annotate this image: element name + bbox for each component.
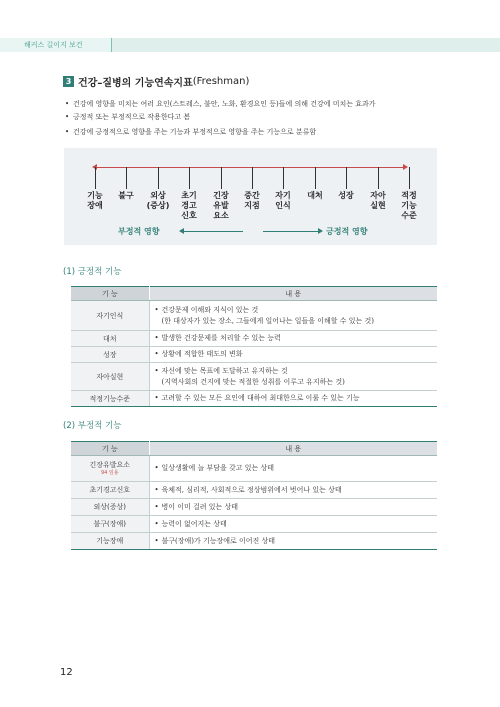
continuum-label: 적정 기능 수준 — [401, 191, 417, 220]
function-content — [149, 482, 437, 499]
positive-arrow-line — [263, 231, 320, 232]
function-content — [149, 331, 437, 347]
function-name: 외상(증상) — [71, 499, 149, 516]
content-line: • 일상생활에 늘 부담을 갖고 있는 상태 — [162, 463, 432, 474]
content-line: • 육체적, 심리적, 사회적으로 정상범위에서 벗어나 있는 상태 — [162, 485, 432, 496]
continuum-tick — [378, 167, 379, 189]
continuum-label: 기능 장애 — [87, 191, 103, 210]
continuum-label: 불구 — [118, 191, 134, 200]
function-content — [149, 456, 437, 482]
positive-table-title: (1) 긍정적 기능 — [63, 267, 122, 277]
negative-header-content: 내 용 — [149, 442, 437, 456]
section-number: 3 — [63, 76, 74, 87]
content-line: • 불구(장애)가 기능장애로 이어진 상태 — [162, 536, 432, 547]
continuum-tick — [252, 167, 253, 189]
function-content — [149, 363, 437, 391]
function-name: 자아실현 — [71, 363, 149, 391]
page-number: 12 — [60, 667, 73, 678]
table-row — [71, 499, 437, 516]
content-line: • 발생한 건강문제를 처리할 수 있는 능력 — [162, 333, 432, 344]
content-line: • 고려할 수 있는 모든 요인에 대하여 최대한으로 이룰 수 있는 기능 — [162, 393, 432, 404]
table-row — [71, 533, 437, 550]
table-row — [71, 331, 437, 347]
function-name: 성장 — [71, 347, 149, 363]
continuum-tick — [346, 167, 347, 189]
negative-arrow-line — [183, 231, 243, 232]
function-name: 대처 — [71, 331, 149, 347]
content-line: • 병이 이미 걸려 있는 상태 — [162, 502, 432, 513]
continuum-tick — [95, 167, 96, 189]
function-name: 초기경고신호 — [71, 482, 149, 499]
table-row — [71, 516, 437, 533]
table-row — [71, 456, 437, 482]
function-name: 불구(장애) — [71, 516, 149, 533]
continuum-tick — [315, 167, 316, 189]
negative-header-function: 기 능 — [71, 442, 149, 456]
table-row — [71, 301, 437, 331]
table-row — [71, 347, 437, 363]
positive-influence-label: 긍정적 영향 — [326, 227, 368, 236]
negative-function-table — [71, 441, 437, 550]
positive-header-function: 기 능 — [71, 287, 149, 301]
function-content — [149, 533, 437, 550]
exam-note: 94 임용 — [100, 470, 119, 476]
continuum-label: 자기 인식 — [275, 191, 291, 210]
table-row — [71, 482, 437, 499]
continuum-label: 초기 경고 신호 — [181, 191, 197, 220]
function-name: 적정기능수준 — [71, 391, 149, 407]
continuum-label: 자아 실현 — [370, 191, 386, 210]
continuum-label: 긴장 유발 요소 — [213, 191, 229, 220]
function-content — [149, 391, 437, 407]
continuum-tick — [221, 167, 222, 189]
continuum-label: 중간 지점 — [244, 191, 260, 210]
function-content — [149, 499, 437, 516]
content-line: (한 대상자가 있는 장소, 그들에게 일어나는 일들을 이해할 수 있는 것) — [161, 316, 375, 325]
continuum-label: 외상 (증상) — [146, 191, 170, 210]
bullet-1-cont-text: 긍정적 또는 부정적으로 작용한다고 봄 — [73, 113, 191, 121]
positive-arrow-icon — [318, 228, 323, 234]
negative-influence-label: 부정적 영향 — [118, 227, 160, 236]
table-row — [71, 363, 437, 391]
continuum-tick — [283, 167, 284, 189]
table-row — [71, 391, 437, 407]
section-title — [63, 74, 249, 89]
function-name-text: 긴장유발요소 — [89, 461, 131, 469]
bullet-2: • 건강에 긍정적으로 영향을 주는 기능과 부정적으로 영향을 주는 기능으로 분류함 — [73, 126, 316, 139]
header-tab: 해커스 길이지 보건 — [0, 38, 112, 52]
positive-header-content: 내 용 — [149, 287, 437, 301]
content-line: • 상황에 적합한 태도의 변화 — [162, 349, 432, 360]
continuum-arrow-right-icon — [403, 164, 408, 170]
content-line: • 건강문제 이해와 지식이 있는 것 — [162, 305, 432, 316]
content-line: (지역사회의 건지에 맞는 적절한 성취를 이루고 유지하는 것) — [161, 377, 345, 386]
bullet-1-cont — [73, 111, 190, 124]
continuum-tick — [409, 167, 410, 189]
function-content — [149, 301, 437, 331]
function-name — [71, 456, 149, 482]
content-line: • 능력이 없어지는 상태 — [162, 519, 432, 530]
continuum-label: 성장 — [338, 191, 354, 200]
negative-table-title: (2) 부정적 기능 — [63, 421, 122, 431]
bullet-1: • 건강에 영향을 미치는 여러 요인(스트레스, 불안, 노화, 환경요인 등)들에 의해 건강에 미치는 효과가 — [73, 98, 376, 111]
function-name: 기능장애 — [71, 533, 149, 550]
continuum-tick — [189, 167, 190, 189]
continuum-tick — [158, 167, 159, 189]
function-content — [149, 347, 437, 363]
continuum-arrow-line — [94, 167, 406, 168]
positive-function-table — [71, 286, 437, 407]
continuum-label: 대처 — [307, 191, 323, 200]
function-name: 자기인식 — [71, 301, 149, 331]
function-content — [149, 516, 437, 533]
section-title-ko: 건강–질병의 기능연속지표 — [78, 78, 193, 89]
content-line: • 자신에 맞는 목표에 도달하고 유지하는 것 — [162, 366, 432, 377]
continuum-tick — [126, 167, 127, 189]
section-title-en: (Freshman) — [192, 76, 250, 87]
